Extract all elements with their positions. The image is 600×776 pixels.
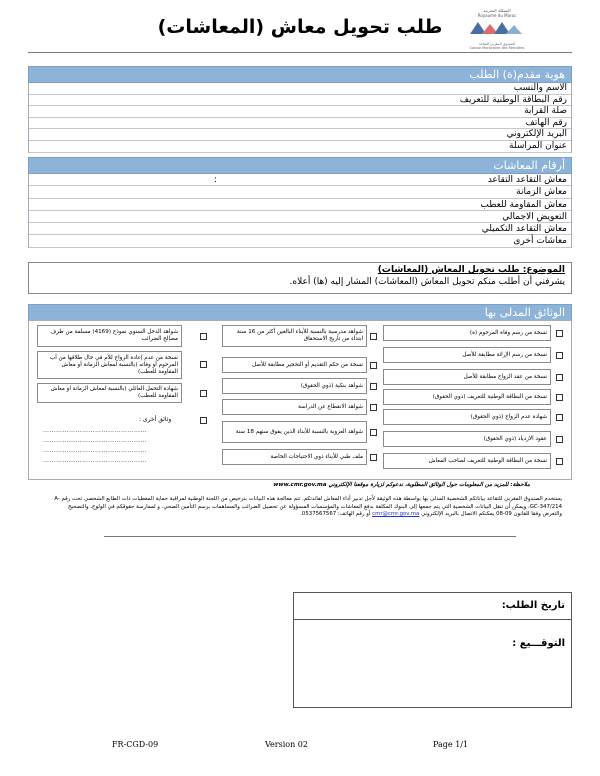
subject-text: يشرفني أن أطلب منكم تحويل المعاش (المعاشات) المشار إليه (ها) أعلاه. (289, 277, 565, 287)
field-label: معاش المقاومة للعطب (480, 199, 567, 210)
checkbox-heirs-id[interactable] (556, 394, 563, 401)
checkbox-birth-certificates[interactable] (556, 436, 563, 443)
doc-income-tax-certificate: شواهد الدخل السنوي نموذج (4169) مسلمة من طرف مصالح الضرائب (37, 325, 182, 347)
pension-row-retirement[interactable] (29, 174, 571, 186)
other-documents-line-3[interactable]: ………………………………………… (43, 447, 147, 454)
subject-title: الموضوع: طلب تحويل المعاش (المعاشات) (377, 265, 565, 275)
pension-row-disability[interactable] (29, 186, 571, 198)
other-documents-line-1[interactable]: ………………………………………… (43, 427, 147, 434)
identity-heading: هوية مقدم(ة) الطلب (469, 68, 565, 81)
logo-kingdom-fr: Royaume du Maroc (477, 13, 517, 18)
checkbox-death-certificate[interactable] (556, 330, 563, 337)
checkbox-income-tax[interactable] (200, 333, 207, 340)
checkbox-bank-certificates[interactable] (370, 383, 377, 390)
field-label: التعويض الاجمالي (502, 211, 567, 222)
checkbox-guardianship-judgment[interactable] (370, 362, 377, 369)
signature-label: التوقـــيع : (512, 638, 565, 649)
checkbox-other-documents[interactable] (200, 417, 207, 424)
documents-section-header (28, 304, 572, 321)
doc-school-certificates: شواهد مدرسية بالنسبة للأبناء البالغين أكثر من 16 سنة ابتداء من تاريخ الاستحقاق (222, 325, 367, 347)
doc-mother-non-remarriage: نسخة من عدم إعادة الزواج للأم في حال طلاقها من أب المرحوم أو وفاته (بالنسبة لمعاش الزمانة أو معاش المقاومة للعطب) (37, 351, 182, 379)
form-version: Version 02 (265, 740, 308, 749)
logo-org-fr: Caisse Marocaine des Retraites (469, 46, 525, 50)
identity-row-phone[interactable] (29, 118, 571, 130)
subject-box (28, 262, 572, 294)
identity-row-relation[interactable] (29, 106, 571, 118)
doc-celibacy-certificates: شواهد العزوبة بالنسبة للأبناء الذين يفوق سنهم 18 سنة (222, 421, 367, 443)
privacy-phone: أو رقم الهاتف: 0537567567. (300, 511, 371, 517)
identity-row-name[interactable] (29, 83, 571, 95)
logo-mark-icon (462, 18, 532, 38)
doc-inheritance: نسخة من رسم الإراثة مطابقة للأصل (383, 347, 551, 363)
identity-fields (28, 83, 572, 153)
documents-note: ملاحظة: للمزيد من المعلومات حول الوثائق المطلوبة، ندعوكم لزيارة موقعنا الإلكتروني www.cmr.gov.ma (273, 482, 530, 488)
checkbox-school-certificates[interactable] (370, 333, 377, 340)
title-divider (28, 52, 572, 53)
doc-marriage-contract: نسخة من عقد الزواج مطابقة للأصل (383, 369, 551, 385)
doc-guardianship-judgment: نسخة من حكم التقديم أو التحجير مطابقة للأصل (222, 357, 367, 373)
privacy-divider (104, 536, 516, 537)
doc-non-remarriage: شهادة عدم الزواج (ذوي الحقوق) (383, 409, 551, 425)
other-documents-line-4[interactable]: ………………………………………… (43, 457, 147, 464)
signature-field[interactable] (294, 638, 571, 649)
checkbox-non-remarriage[interactable] (556, 414, 563, 421)
request-date-field[interactable] (294, 593, 571, 620)
pension-row-resistance[interactable] (29, 199, 571, 211)
checkbox-inheritance[interactable] (556, 352, 563, 359)
other-documents-label: وثائق أخرى : (139, 416, 172, 423)
other-documents-line-2[interactable]: ………………………………………… (43, 437, 147, 444)
doc-heirs-id: نسخة من البطاقة الوطنية للتعريف (ذوي الحقوق) (383, 389, 551, 405)
checkbox-study-interruption[interactable] (370, 404, 377, 411)
field-label: رقم البطاقة الوطنية للتعريف (459, 94, 567, 105)
checkbox-marriage-contract[interactable] (556, 374, 563, 381)
field-label: عنوان المراسلة (509, 140, 567, 151)
pensions-heading: أرقام المعاشات (493, 159, 565, 172)
pension-fields (28, 174, 572, 248)
privacy-email-link[interactable]: cmr@cmr.gov.ma (372, 511, 420, 517)
identity-row-email[interactable] (29, 129, 571, 141)
checkbox-family-support[interactable] (200, 390, 207, 397)
colon-mark: : (214, 175, 218, 185)
documents-grid (28, 320, 572, 480)
checkbox-medical-file[interactable] (370, 454, 377, 461)
checkbox-pensioner-id[interactable] (556, 458, 563, 465)
pension-row-lump-sum[interactable] (29, 211, 571, 223)
field-label: صلة القرابة (524, 106, 567, 117)
doc-bank-certificates: شواهد بنكية (ذوي الحقوق) (222, 378, 367, 394)
cmr-logo (462, 8, 532, 52)
identity-row-address[interactable] (29, 141, 571, 153)
checkbox-celibacy-certificates[interactable] (370, 429, 377, 436)
form-code: FR-CGD-09 (112, 740, 159, 749)
checkbox-mother-non-remarriage[interactable] (200, 361, 207, 368)
doc-pensioner-id: نسخة من البطاقة الوطنية للتعريف لصاحب المعاش (383, 453, 551, 469)
doc-death-certificate: نسخة من رسم وفاة المرحوم (ة) (383, 325, 551, 341)
field-label: معاش التقاعد التكميلي (481, 224, 567, 235)
field-label: معاش التقاعد التقاعد (487, 175, 567, 185)
documents-heading: الوثائق المدلى بها (484, 306, 565, 319)
field-label: معاش الزمانة (516, 187, 567, 198)
field-label: رقم الهاتف (525, 117, 567, 128)
identity-section-header (28, 66, 572, 83)
page-title: طلب تحويل معاش (المعاشات) (157, 16, 443, 38)
privacy-text: يستخدم الصندوق المغربي للتقاعد بياناتكم الشخصية المدلى بها بواسطة هذه الوثيقة لأجل تدبير أداء المعاش لفائدتكم. تتم معالجة هذه البيانات بترخيص من اللجنة الوطنية لمراقبة حماية المعطيات ذات الطابع الشخصي تحت رقم A-GC-347/214، ويمكن أن تنقل البيانات الشخصية التي يتم جمعها إلى البنوك المكلفة بدفع المعاشات والمؤسسات المسؤولة عن تحصيل الضرائب والمساهمات برسم التأمين الصحي. و لممارسة حقوقكم في الولوج، والتصحيح والتعرض وفقا للقانون 09-08 يمكنكم الاتصال بالبريد الإلكتروني (54, 496, 562, 517)
doc-study-interruption: شواهد الانقطاع عن الدراسة (222, 399, 367, 415)
pension-row-other[interactable] (29, 235, 571, 247)
doc-family-support: شهادة التحمل العائلي (بالنسبة لمعاش الزمانة او معاش المقاومة للعطب) (37, 383, 182, 403)
identity-row-cin[interactable] (29, 95, 571, 107)
field-label: الاسم والنسب (513, 83, 567, 93)
page-number: Page 1/1 (433, 740, 469, 749)
doc-birth-certificates: عقود الازدياد (ذوي الحقوق) (383, 431, 551, 447)
pensions-section-header (28, 157, 572, 174)
request-date-label: تاريخ الطلب: (501, 600, 565, 611)
field-label: معاشات أخرى (513, 236, 567, 247)
privacy-notice (50, 496, 562, 519)
date-signature-box (293, 592, 572, 708)
pension-row-supplementary[interactable] (29, 223, 571, 235)
field-label: البريد الإلكتروني (506, 129, 567, 140)
doc-medical-file: ملف طبي للأبناء ذوي الاحتياجات الخاصة (222, 449, 367, 465)
logo-kingdom-text: المملكة المغربية (483, 8, 511, 13)
logo-org-ar: الصندوق المغربي للتقاعد (478, 42, 516, 46)
